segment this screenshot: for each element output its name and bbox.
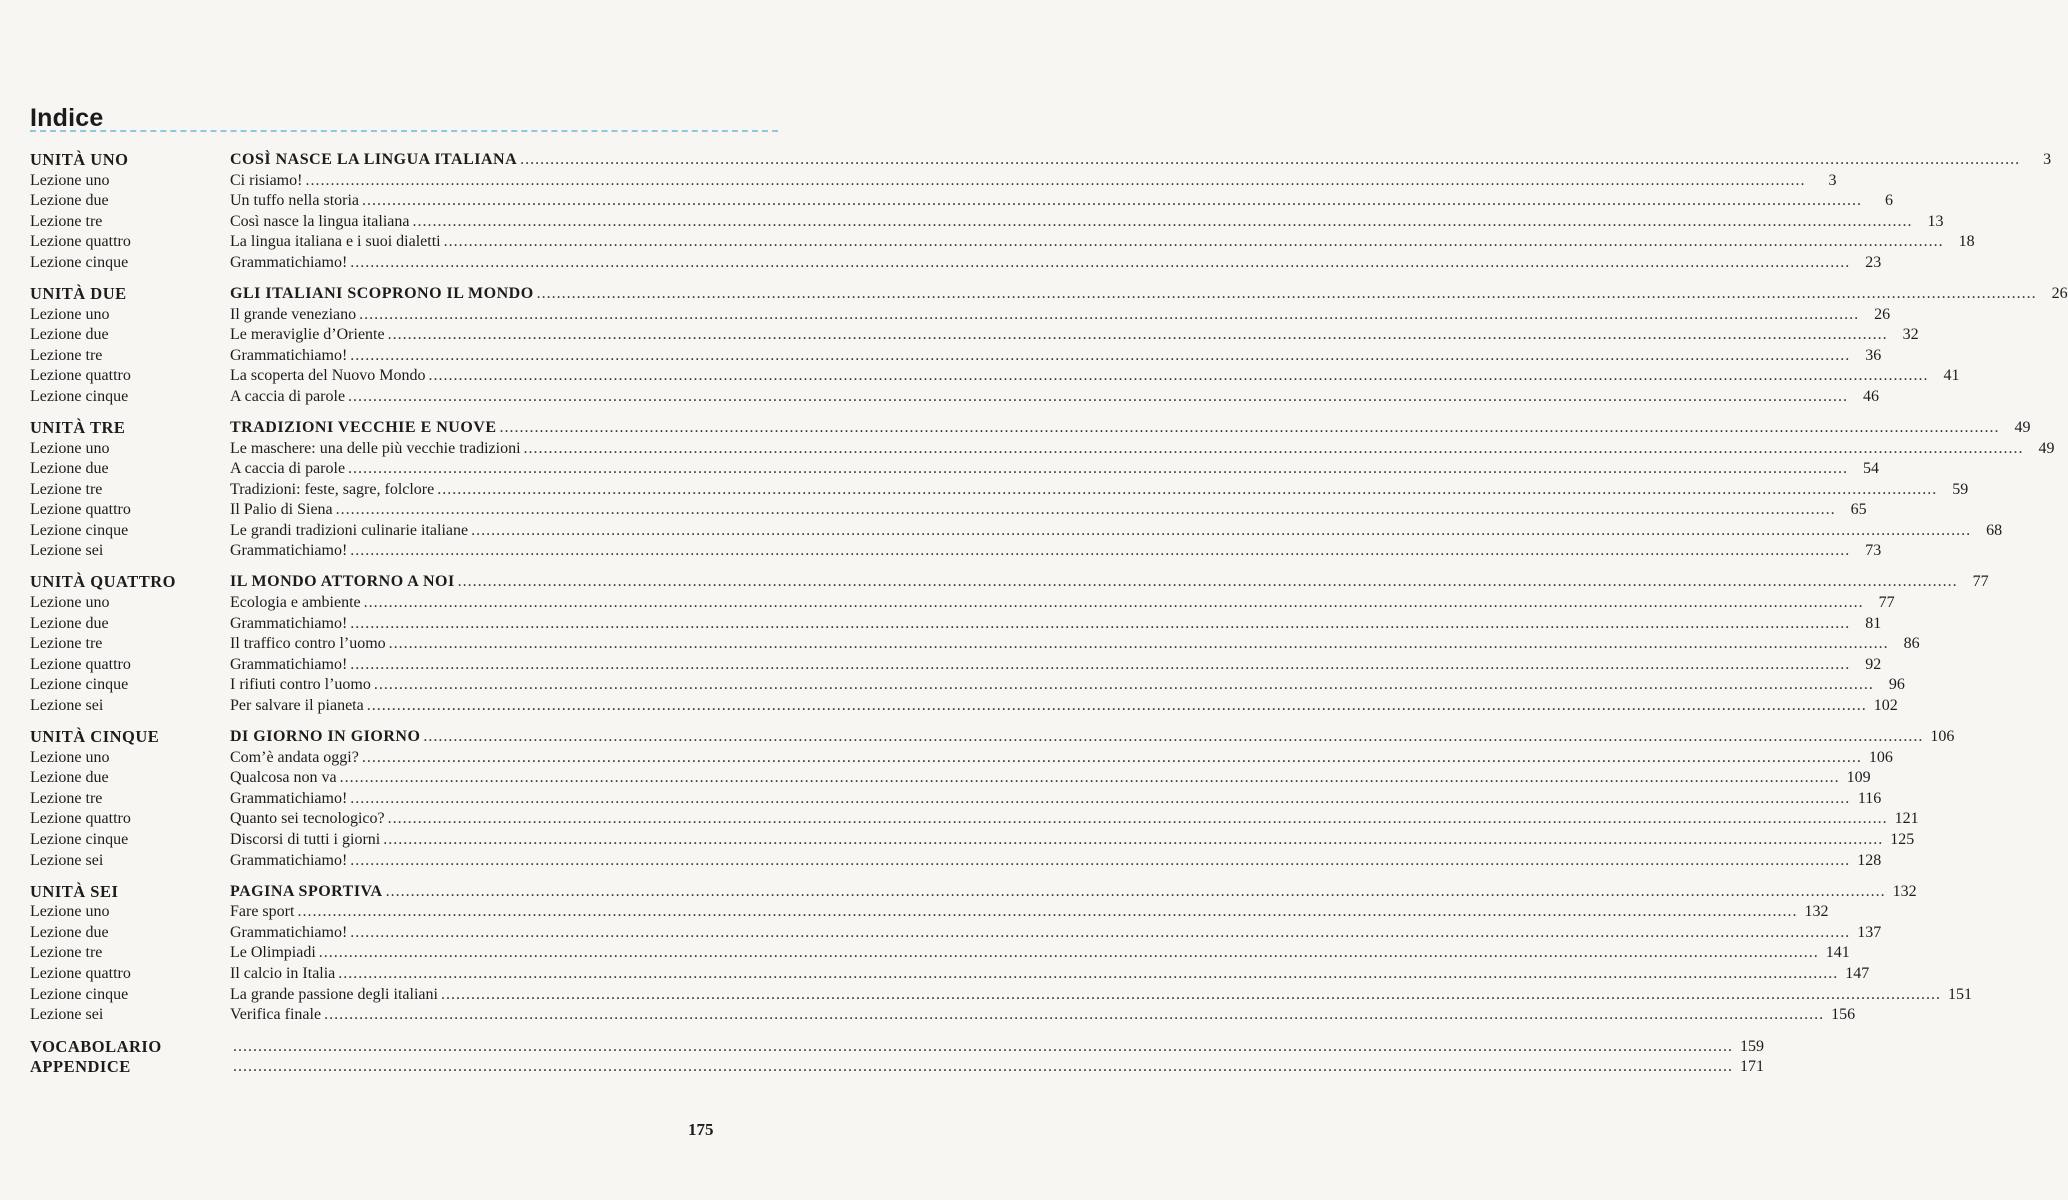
lesson-row-label: Lezione quattro xyxy=(30,964,131,982)
lesson-row-entry xyxy=(230,387,1879,408)
dot-leader: ............................................................................................................................................................................................................................................................................................................ xyxy=(297,903,1798,921)
dot-leader: ............................................................................................................................................................................................................................................................................................................ xyxy=(437,480,1938,498)
lesson-row-entry xyxy=(230,923,1881,944)
unit-heading-page: 26 xyxy=(2051,284,2068,302)
lesson-row-label: Lezione due xyxy=(30,326,109,344)
lesson-row-page: 156 xyxy=(1831,1006,1856,1024)
lesson-row-title: Il traffico contro l’uomo xyxy=(230,635,386,653)
lesson-row-title: Le grandi tradizioni culinarie italiane xyxy=(230,521,469,539)
lesson-row xyxy=(30,964,1870,985)
unit-heading-label: UNITÀ SEI xyxy=(30,881,119,901)
lesson-row xyxy=(30,789,1882,810)
title-divider xyxy=(30,130,778,132)
dot-leader: ............................................................................................................................................................................................................................................................................................................ xyxy=(523,439,2024,457)
lesson-row-page: 141 xyxy=(1825,944,1850,962)
dot-leader: ............................................................................................................................................................................................................................................................................................................ xyxy=(339,769,1840,787)
lesson-row xyxy=(30,387,1880,408)
lesson-row xyxy=(30,902,1829,923)
lesson-row-title: A caccia di parole xyxy=(230,460,346,478)
lesson-row-entry xyxy=(230,902,1828,923)
lesson-row-page: 137 xyxy=(1857,923,1882,941)
lesson-row-label: Lezione cinque xyxy=(30,830,129,848)
dot-leader: ............................................................................................................................................................................................................................................................................................................ xyxy=(350,851,1851,869)
unit-heading-page: 49 xyxy=(2014,418,2031,436)
lesson-row xyxy=(30,985,1972,1006)
dot-leader: ............................................................................................................................................................................................................................................................................................................ xyxy=(457,573,1958,591)
lesson-row-title: Le Olimpiadi xyxy=(230,944,316,962)
lesson-row-entry xyxy=(230,500,1867,521)
unit-heading-page: 106 xyxy=(1930,728,1955,745)
lesson-row-title: Le meraviglie d’Oriente xyxy=(230,326,385,344)
lesson-row xyxy=(30,614,1882,635)
unit-heading-entry xyxy=(230,727,1954,748)
dot-leader: ............................................................................................................................................................................................................................................................................................................ xyxy=(348,460,1849,478)
unit-heading-title: DI GIORNO IN GIORNO xyxy=(230,728,421,745)
section-gap xyxy=(30,274,782,284)
lesson-row-label: Lezione cinque xyxy=(30,253,129,271)
section-gap xyxy=(30,1026,782,1037)
dot-leader: ............................................................................................................................................................................................................................................................................................................ xyxy=(536,284,2037,302)
table-of-contents xyxy=(30,150,2068,1078)
unit-heading-entry xyxy=(230,418,2031,439)
lesson-row-title: Un tuffo nella storia xyxy=(230,192,360,210)
lesson-row-entry xyxy=(230,191,1893,212)
unit-heading-entry xyxy=(230,882,1917,903)
lesson-row xyxy=(30,253,1882,274)
lesson-row xyxy=(30,191,1894,212)
dot-leader: ............................................................................................................................................................................................................................................................................................................ xyxy=(423,728,1924,745)
lesson-row-label: Lezione tre xyxy=(30,789,103,807)
lesson-row-entry xyxy=(230,614,1881,635)
lesson-row-label: Lezione due xyxy=(30,769,109,787)
lesson-row-entry xyxy=(230,171,1836,192)
lesson-row-page: 26 xyxy=(1874,305,1891,323)
lesson-row-entry xyxy=(230,480,1968,501)
lesson-row-page: 32 xyxy=(1902,326,1919,344)
lesson-row-page: 18 xyxy=(1958,233,1975,251)
lesson-row-entry xyxy=(230,789,1881,810)
unit-heading-page: 3 xyxy=(2043,151,2052,168)
lesson-row xyxy=(30,923,1882,944)
appendix-heading-page: 171 xyxy=(1740,1058,1764,1076)
dot-leader: ............................................................................................................................................................................................................................................................................................................ xyxy=(443,233,1944,251)
lesson-row-label: Lezione cinque xyxy=(30,985,129,1003)
lesson-row-entry xyxy=(230,1005,1855,1026)
dot-leader: ............................................................................................................................................................................................................................................................................................................ xyxy=(366,697,1867,715)
unit-heading-title: IL MONDO ATTORNO A NOI xyxy=(230,573,455,591)
lesson-row-entry xyxy=(230,439,2055,460)
lesson-row-label: Lezione uno xyxy=(30,748,110,766)
lesson-row-title: Grammatichiamo! xyxy=(230,655,348,673)
unit-heading-title: TRADIZIONI VECCHIE E NUOVE xyxy=(230,418,497,436)
lesson-row-entry xyxy=(230,809,1919,830)
unit-heading xyxy=(30,727,1955,748)
lesson-row-page: 3 xyxy=(1828,171,1837,189)
lesson-row xyxy=(30,480,1969,501)
lesson-row-entry xyxy=(230,541,1881,562)
dot-leader: ............................................................................................................................................................................................................................................................................................................ xyxy=(362,192,1863,210)
lesson-row xyxy=(30,500,1867,521)
lesson-row-label: Lezione uno xyxy=(30,594,110,612)
lesson-row-page: 13 xyxy=(1927,212,1944,230)
dot-leader: ............................................................................................................................................................................................................................................................................................................ xyxy=(440,985,1941,1003)
dot-leader: ............................................................................................................................................................................................................................................................................................................ xyxy=(324,1006,1825,1024)
lesson-row-entry xyxy=(230,521,2002,542)
dot-leader: ............................................................................................................................................................................................................................................................................................................ xyxy=(350,655,1851,673)
lesson-row-entry xyxy=(230,346,1881,367)
dot-leader: ............................................................................................................................................................................................................................................................................................................ xyxy=(305,171,1806,189)
lesson-row-page: 36 xyxy=(1865,346,1882,364)
lesson-row-page: 121 xyxy=(1894,810,1919,828)
unit-heading-page: 132 xyxy=(1892,882,1917,900)
lesson-row-entry xyxy=(230,593,1895,614)
lesson-row-title: Le maschere: una delle più vecchie tradizioni xyxy=(230,439,521,457)
unit-heading xyxy=(30,150,2052,171)
appendix-heading xyxy=(30,1057,1764,1078)
section-gap xyxy=(30,717,782,727)
lesson-row-title: Il Palio di Siena xyxy=(230,501,333,519)
lesson-row-page: 132 xyxy=(1804,903,1829,921)
lesson-row-label: Lezione due xyxy=(30,923,109,941)
section-gap xyxy=(30,871,782,881)
dot-leader: ............................................................................................................................................................................................................................................................................................................ xyxy=(363,594,1864,612)
lesson-row-title: Per salvare il pianeta xyxy=(230,697,364,715)
lesson-row-title: Grammatichiamo! xyxy=(230,346,348,364)
lesson-row-title: Grammatichiamo! xyxy=(230,789,348,807)
lesson-row-title: Il grande veneziano xyxy=(230,305,357,323)
lesson-row-page: 68 xyxy=(1986,521,2003,539)
dot-leader: ............................................................................................................................................................................................................................................................................................................ xyxy=(350,789,1851,807)
dot-leader: ............................................................................................................................................................................................................................................................................................................ xyxy=(318,944,1819,962)
dot-leader: ............................................................................................................................................................................................................................................................................................................ xyxy=(373,676,1874,694)
lesson-row-title: Verifica finale xyxy=(230,1006,322,1024)
lesson-row-title: La grande passione degli italiani xyxy=(230,985,438,1003)
dot-leader: ............................................................................................................................................................................................................................................................................................................ xyxy=(350,253,1851,271)
lesson-row-label: Lezione due xyxy=(30,460,109,478)
lesson-row-label: Lezione tre xyxy=(30,480,103,498)
dot-leader: ............................................................................................................................................................................................................................................................................................................ xyxy=(348,387,1849,405)
lesson-row-label: Lezione due xyxy=(30,614,109,632)
unit-heading-label: UNITÀ TRE xyxy=(30,417,126,437)
lesson-row-label: Lezione quattro xyxy=(30,655,131,673)
dot-leader: ............................................................................................................................................................................................................................................................................................................ xyxy=(428,367,1929,385)
lesson-row xyxy=(30,439,2055,460)
lesson-row xyxy=(30,696,1898,717)
lesson-row-label: Lezione cinque xyxy=(30,521,129,539)
lesson-row-label: Lezione due xyxy=(30,192,109,210)
lesson-row-page: 54 xyxy=(1863,460,1880,478)
lesson-row xyxy=(30,830,1915,851)
section-gap xyxy=(30,562,782,572)
dot-leader: ............................................................................................................................................................................................................................................................................................................ xyxy=(520,151,2021,168)
appendix-heading xyxy=(30,1036,1764,1058)
lesson-row xyxy=(30,675,1905,696)
lesson-row-title: Così nasce la lingua italiana xyxy=(230,212,410,230)
lesson-row-page: 41 xyxy=(1943,367,1960,385)
lesson-row-title: Grammatichiamo! xyxy=(230,253,348,271)
unit-heading-label: UNITÀ CINQUE xyxy=(30,727,160,746)
lesson-row-page: 81 xyxy=(1865,614,1882,632)
lesson-row xyxy=(30,232,1975,253)
lesson-row-entry xyxy=(230,253,1881,274)
lesson-row-page: 109 xyxy=(1846,769,1871,787)
lesson-row-page: 102 xyxy=(1873,697,1898,715)
lesson-row-title: Tradizioni: feste, sagre, folclore xyxy=(230,480,435,498)
unit-heading-title: PAGINA SPORTIVA xyxy=(230,882,383,900)
lesson-row xyxy=(30,171,1837,192)
lesson-row-title: A caccia di parole xyxy=(230,387,346,405)
lesson-row-page: 65 xyxy=(1850,501,1867,519)
lesson-row-entry xyxy=(230,830,1914,851)
unit-heading xyxy=(30,572,1989,593)
dot-leader: ............................................................................................................................................................................................................................................................................................................ xyxy=(383,830,1884,848)
unit-heading-label: UNITÀ UNO xyxy=(30,150,129,169)
lesson-row-entry xyxy=(230,459,1879,480)
lesson-row xyxy=(30,748,1893,769)
dot-leader: ............................................................................................................................................................................................................................................................................................................ xyxy=(350,614,1851,632)
lesson-row-entry xyxy=(230,943,1850,964)
unit-heading-label: UNITÀ DUE xyxy=(30,283,127,303)
lesson-row-label: Lezione quattro xyxy=(30,233,131,251)
lesson-row-entry xyxy=(230,985,1972,1006)
dot-leader: ............................................................................................................................................................................................................................................................................................................ xyxy=(350,542,1851,560)
unit-heading-title: COSÌ NASCE LA LINGUA ITALIANA xyxy=(230,151,518,168)
lesson-row-entry xyxy=(230,232,1975,253)
lesson-row-title: Grammatichiamo! xyxy=(230,923,348,941)
unit-heading-entry xyxy=(230,150,2051,171)
lesson-row-entry xyxy=(230,675,1905,696)
lesson-row-title: La lingua italiana e i suoi dialetti xyxy=(230,233,441,251)
appendix-heading-label: VOCABOLARIO xyxy=(30,1036,162,1056)
lesson-row xyxy=(30,809,1919,830)
lesson-row-entry xyxy=(230,366,1960,387)
lesson-row-page: 96 xyxy=(1888,676,1905,694)
lesson-row-title: Fare sport xyxy=(230,903,295,921)
dot-leader: ............................................................................................................................................................................................................................................................................................................ xyxy=(471,521,1972,539)
dot-leader: ............................................................................................................................................................................................................................................................................................................ xyxy=(350,346,1851,364)
lesson-row-entry xyxy=(230,964,1869,985)
lesson-row-label: Lezione cinque xyxy=(30,676,129,694)
unit-heading-entry xyxy=(230,572,1989,593)
lesson-row-entry xyxy=(230,748,1893,769)
lesson-row xyxy=(30,459,1880,480)
lesson-row-title: I rifiuti contro l’uomo xyxy=(230,676,371,694)
lesson-row xyxy=(30,305,1891,326)
lesson-row xyxy=(30,655,1882,676)
lesson-row-title: Quanto sei tecnologico? xyxy=(230,810,385,828)
dot-leader: ............................................................................................................................................................................................................................................................................................................ xyxy=(387,326,1888,344)
lesson-row-page: 147 xyxy=(1845,964,1870,982)
lesson-row-entry xyxy=(230,634,1920,655)
lesson-row-title: Grammatichiamo! xyxy=(230,542,348,560)
lesson-row-title: Com’è andata oggi? xyxy=(230,748,359,766)
dot-leader: ............................................................................................................................................................................................................................................................................................................ xyxy=(385,882,1886,900)
lesson-row xyxy=(30,1005,1856,1026)
lesson-row-label: Lezione tre xyxy=(30,212,103,230)
dot-leader: ............................................................................................................................................................................................................................................................................................................ xyxy=(359,305,1860,323)
lesson-row xyxy=(30,634,1920,655)
unit-heading xyxy=(30,881,1917,903)
lesson-row-label: Lezione sei xyxy=(30,851,104,869)
lesson-row-label: Lezione uno xyxy=(30,903,110,921)
lesson-row xyxy=(30,521,2003,542)
lesson-row-entry xyxy=(230,305,1890,326)
lesson-row-title: Ecologia e ambiente xyxy=(230,594,361,612)
lesson-row-title: Il calcio in Italia xyxy=(230,964,336,982)
lesson-row xyxy=(30,593,1895,614)
lesson-row-title: Discorsi di tutti i giorni xyxy=(230,830,381,848)
lesson-row-label: Lezione quattro xyxy=(30,810,131,828)
lesson-row-entry xyxy=(230,655,1881,676)
lesson-row-page: 6 xyxy=(1885,192,1894,210)
dot-leader: ............................................................................................................................................................................................................................................................................................................ xyxy=(233,1058,1733,1076)
lesson-row-label: Lezione quattro xyxy=(30,501,131,519)
lesson-row xyxy=(30,212,1944,233)
lesson-row-label: Lezione sei xyxy=(30,697,104,715)
lesson-row-label: Lezione cinque xyxy=(30,387,129,405)
dot-leader: ............................................................................................................................................................................................................................................................................................................ xyxy=(361,748,1862,766)
lesson-row xyxy=(30,851,1882,872)
lesson-row-page: 92 xyxy=(1865,655,1882,673)
dot-leader: ............................................................................................................................................................................................................................................................................................................ xyxy=(387,810,1888,828)
lesson-row-title: Grammatichiamo! xyxy=(230,614,348,632)
lesson-row-entry xyxy=(230,325,1919,346)
lesson-row-page: 23 xyxy=(1865,253,1882,271)
lesson-row xyxy=(30,541,1882,562)
dot-leader: ............................................................................................................................................................................................................................................................................................................ xyxy=(388,635,1889,653)
lesson-row xyxy=(30,346,1882,367)
unit-heading-entry xyxy=(230,284,2068,305)
lesson-row-label: Lezione quattro xyxy=(30,367,131,385)
lesson-row xyxy=(30,325,1919,346)
lesson-row-page: 49 xyxy=(2038,439,2055,457)
appendix-heading-label: APPENDICE xyxy=(30,1057,131,1077)
lesson-row-page: 77 xyxy=(1878,594,1895,612)
lesson-row-page: 151 xyxy=(1947,985,1972,1003)
lesson-row xyxy=(30,943,1850,964)
lesson-row-page: 59 xyxy=(1952,480,1969,498)
lesson-row-entry xyxy=(230,851,1881,872)
lesson-row-label: Lezione sei xyxy=(30,542,104,560)
page-title: Indice xyxy=(30,104,104,132)
lesson-row xyxy=(30,768,1871,789)
dot-leader: ............................................................................................................................................................................................................................................................................................................ xyxy=(499,418,2000,436)
lesson-row-title: Ci risiamo! xyxy=(230,171,303,189)
appendix-heading-entry xyxy=(230,1037,1764,1058)
lesson-row-page: 73 xyxy=(1865,542,1882,560)
lesson-row-title: Grammatichiamo! xyxy=(230,851,348,869)
appendix-heading-entry xyxy=(230,1057,1764,1078)
lesson-row-label: Lezione tre xyxy=(30,944,103,962)
appendix-heading-page: 159 xyxy=(1740,1037,1764,1055)
lesson-row-label: Lezione uno xyxy=(30,171,110,189)
lesson-row-page: 46 xyxy=(1863,387,1880,405)
lesson-row-page: 125 xyxy=(1890,830,1915,848)
unit-heading-page: 77 xyxy=(1972,573,1989,591)
lesson-row-page: 116 xyxy=(1857,789,1882,807)
unit-heading xyxy=(30,417,2031,439)
unit-heading-label: UNITÀ QUATTRO xyxy=(30,572,177,592)
dot-leader: ............................................................................................................................................................................................................................................................................................................ xyxy=(233,1037,1733,1055)
lesson-row-page: 128 xyxy=(1857,851,1882,869)
unit-heading xyxy=(30,283,2068,305)
unit-heading-title: GLI ITALIANI SCOPRONO IL MONDO xyxy=(230,284,534,302)
dot-leader: ............................................................................................................................................................................................................................................................................................................ xyxy=(338,964,1839,982)
lesson-row xyxy=(30,366,1960,387)
lesson-row-title: La scoperta del Nuovo Mondo xyxy=(230,367,426,385)
section-gap xyxy=(30,408,782,418)
lesson-row-label: Lezione uno xyxy=(30,305,110,323)
dot-leader: ............................................................................................................................................................................................................................................................................................................ xyxy=(350,923,1851,941)
lesson-row-entry xyxy=(230,212,1944,233)
lesson-row-label: Lezione sei xyxy=(30,1006,104,1024)
lesson-row-entry xyxy=(230,696,1898,717)
lesson-row-label: Lezione tre xyxy=(30,635,103,653)
lesson-row-page: 106 xyxy=(1868,748,1893,766)
dot-leader: ............................................................................................................................................................................................................................................................................................................ xyxy=(335,501,1836,519)
lesson-row-label: Lezione uno xyxy=(30,439,110,457)
lesson-row-entry xyxy=(230,768,1871,789)
dot-leader: ............................................................................................................................................................................................................................................................................................................ xyxy=(412,212,1913,230)
lesson-row-title: Qualcosa non va xyxy=(230,769,337,787)
lesson-row-label: Lezione tre xyxy=(30,346,103,364)
lesson-row-page: 86 xyxy=(1903,635,1920,653)
page-number: 175 xyxy=(688,1120,714,1139)
